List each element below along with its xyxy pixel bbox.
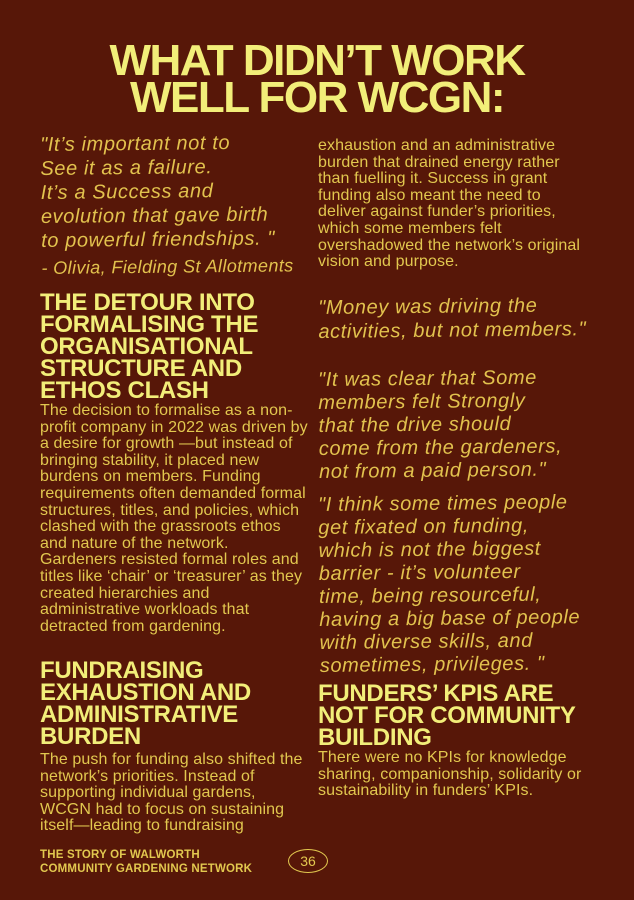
quote-olivia (40, 130, 342, 280)
heading-line: FORMALISING THE (40, 311, 259, 338)
quote-money (318, 293, 618, 344)
heading-line: STRUCTURE AND (40, 355, 242, 382)
footer-line2: COMMUNITY GARDENING NETWORK (40, 862, 253, 875)
quote-line: It’s a Success and (40, 180, 214, 204)
quote-line: "I think some times people (318, 491, 568, 516)
section-body-fundraising: The push for funding also shifted the network’s priorities. Instead of supporting individual gardens, WCGN had to focus on sustaining itself—leading to fundraising (40, 751, 303, 835)
quote-line: members felt Strongly (318, 389, 526, 414)
heading-line: NOT FOR COMMUNITY (318, 702, 576, 729)
heading-line: BUILDING (318, 724, 432, 751)
heading-line: FUNDERS’ KPIS ARE (318, 680, 554, 707)
quote-line: sometimes, privileges. " (319, 652, 545, 677)
quote-line: evolution that gave birth (40, 203, 269, 228)
heading-line: ETHOS CLASH (40, 377, 209, 404)
quote-line: See it as a failure. (40, 156, 213, 180)
quote-line: barrier - it’s volunteer (318, 560, 521, 585)
quote-line: get fixated on funding, (318, 514, 530, 539)
heading-line: FUNDRAISING (40, 657, 204, 684)
quote-line: "It’s important not to (40, 132, 231, 156)
quote-line: "It was clear that Some (318, 366, 537, 391)
heading-line: ADMINISTRATIVE (40, 701, 239, 728)
quote-funding-barrier (318, 491, 630, 678)
section-heading-detour (40, 289, 259, 404)
continuation-paragraph: exhaustion and an administrative burden that drained energy rather than fuelling it. Success in grant funding also meant the need to deliver against funder’s priorities, which some members felt overshadowed the network’s original vision and purpose. (318, 137, 581, 271)
quote-line: which is not the biggest (318, 537, 542, 562)
heading-line: EXHAUSTION AND (40, 679, 251, 706)
section-heading-fundraising (40, 657, 251, 750)
quote-attribution: - Olivia, Fielding St Allotments (41, 255, 294, 278)
page-title-line1: WHAT DIDN’T WORK (109, 36, 525, 85)
section-body-kpis: There were no KPIs for knowledge sharing, companionship, solidarity or sustainability in funders’ KPIs. (318, 749, 582, 800)
heading-line: ORGANISATIONAL (40, 333, 253, 360)
page-number: 36 (300, 853, 316, 869)
page-title (0, 36, 634, 122)
heading-line: THE DETOUR INTO (40, 289, 255, 316)
heading-line: BURDEN (40, 723, 141, 750)
quote-line: activities, but not members." (318, 318, 587, 343)
quote-line: having a big base of people (319, 606, 581, 631)
quote-line: with diverse skills, and (319, 629, 534, 654)
quote-line: not from a paid person." (318, 458, 547, 483)
section-body-detour: The decision to formalise as a non-profit company in 2022 was driven by a desire for growth —but instead of bringing stability, it placed new burdens on members. Funding requirements often demanded formal structures, titles, and policies, which clashed with the grassroots ethos and nature of the network. Gardeners resisted formal roles and titles like ‘chair’ or ‘treasurer’ as they created hierarchies and administrative workloads that detracted from gardening. (40, 402, 308, 635)
quote-gardeners (318, 366, 619, 484)
page-title-line2: WELL FOR WCGN: (129, 73, 505, 122)
quote-line: "Money was driving the (318, 294, 538, 319)
quote-line: come from the gardeners, (318, 435, 563, 460)
page-number-badge (288, 849, 328, 873)
footer-report-title (40, 849, 300, 876)
section-heading-kpis (318, 680, 576, 751)
quote-line: time, being resourceful, (318, 583, 542, 608)
footer-line1: THE STORY OF WALWORTH (40, 849, 200, 861)
quote-line: to powerful friendships. " (41, 227, 276, 252)
quote-line: that the drive should (318, 412, 512, 437)
